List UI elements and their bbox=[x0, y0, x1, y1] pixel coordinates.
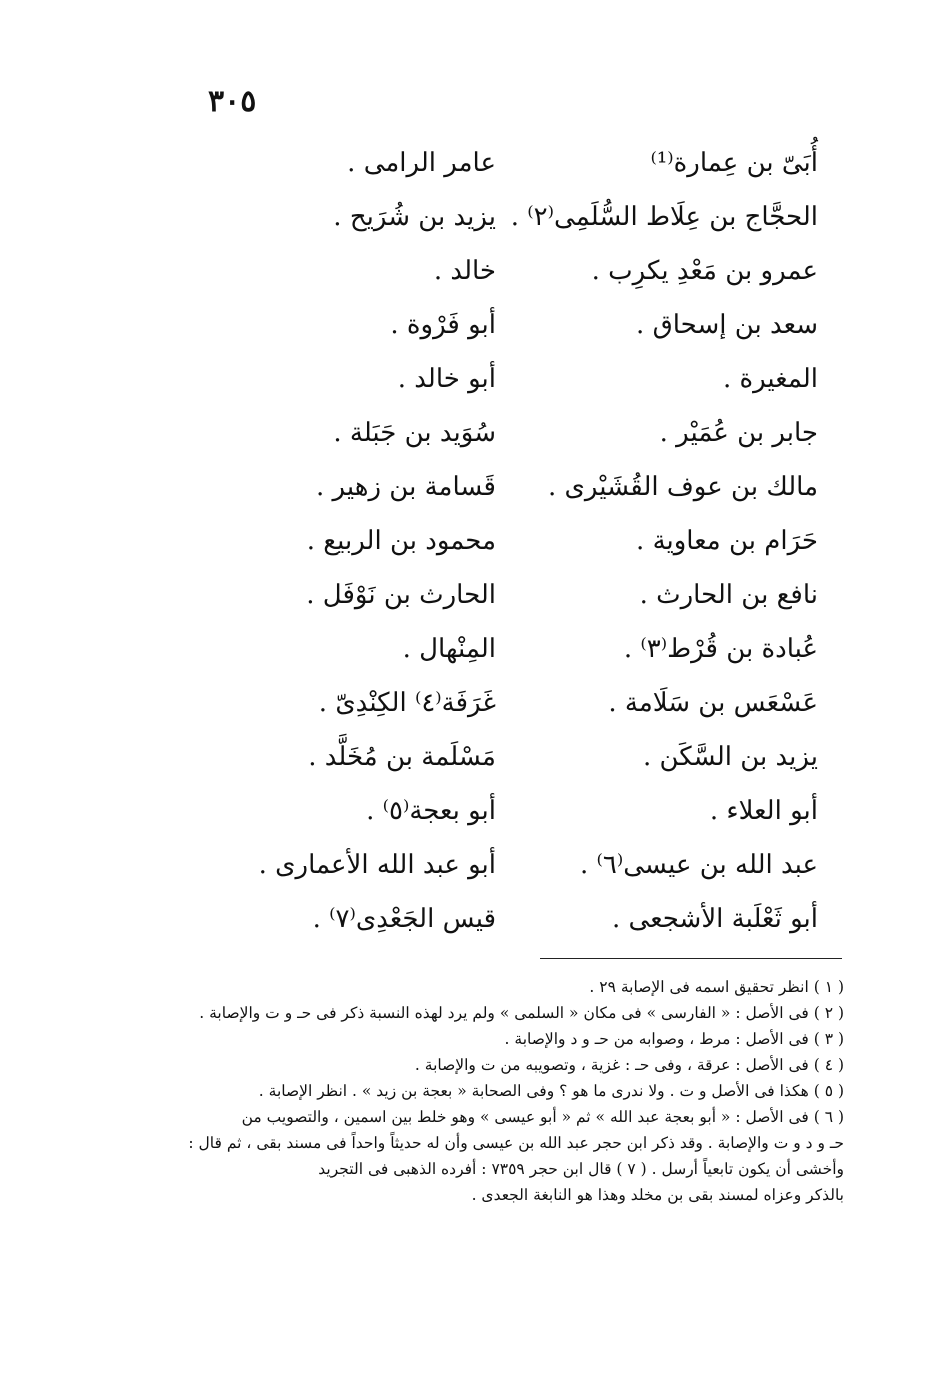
footnote-line: ( ٣ ) فى الأصل : مرط ، وصوابه من حـ و د والإصابة . bbox=[504, 1030, 844, 1048]
name-row bbox=[0, 904, 938, 958]
name-row bbox=[0, 634, 938, 688]
name-right: مالك بن عوف القُشَيْرى . bbox=[548, 472, 818, 502]
name-right: عمرو بن مَعْدِ يكرِب . bbox=[591, 256, 818, 286]
name-right: عبد الله بن عيسى⁽٦⁾ . bbox=[579, 850, 818, 880]
name-left: أبو خالد . bbox=[397, 364, 496, 394]
name-left: المِنْهال . bbox=[402, 634, 496, 664]
name-row bbox=[0, 688, 938, 742]
footnote-line: حـ و د و ت والإصابة . وقد ذكر ابن حجر عبد الله بن عيسى وأن له حديثاً واحداً فى مسند بقى ، ثم قال : bbox=[188, 1134, 844, 1152]
footnote-line: ( ٢ ) فى الأصل : « الفارسى » فى مكان « السلمى » ولم يرد لهذه النسبة ذكر فى حـ و ت والإصابة . bbox=[199, 1004, 844, 1022]
name-row bbox=[0, 256, 938, 310]
footnote-separator bbox=[540, 958, 842, 959]
name-left: الحارث بن نَوْفَل . bbox=[306, 580, 496, 610]
name-row bbox=[0, 364, 938, 418]
name-left: خالد . bbox=[433, 256, 496, 286]
name-right: المغيرة . bbox=[722, 364, 818, 394]
footnotes bbox=[164, 974, 844, 1208]
name-row bbox=[0, 148, 938, 202]
name-left: مَسْلَمة بن مُخَلَّد . bbox=[308, 742, 496, 772]
name-left: أبو فَرْوة . bbox=[390, 310, 496, 340]
name-row bbox=[0, 580, 938, 634]
name-right: أبو العلاء . bbox=[709, 796, 818, 826]
name-left: أبو بعجة⁽٥⁾ . bbox=[366, 796, 496, 826]
name-left: يزيد بن شُرَيح . bbox=[333, 202, 496, 232]
footnote-line: وأخشى أن يكون تابعياً أرسل . ( ٧ ) قال ابن حجر ٧٣٥٩ : أفرده الذهبى فى التجريد bbox=[318, 1160, 844, 1178]
name-left: أبو عبد الله الأعمارى . bbox=[258, 850, 496, 880]
name-row bbox=[0, 310, 938, 364]
name-right: سعد بن إسحاق . bbox=[636, 310, 818, 340]
footnote-line: ( ٤ ) فى الأصل : عرقة ، وفى حـ : غزية ، وتصويبه من ت والإصابة . bbox=[414, 1056, 844, 1074]
name-right: حَرَام بن معاوية . bbox=[636, 526, 818, 556]
name-right: أبو ثَعْلَبة الأشجعى . bbox=[612, 904, 818, 934]
name-right: جابر بن عُمَيْر . bbox=[659, 418, 818, 448]
name-left: عامر الرامى . bbox=[347, 148, 496, 178]
name-right: أُبَىّ بن عِمارة⁽¹⁾ bbox=[650, 148, 818, 178]
name-left: غَرَفَة⁽٤⁾ الكِنْدِىّ . bbox=[318, 688, 496, 718]
name-row bbox=[0, 526, 938, 580]
name-row bbox=[0, 202, 938, 256]
name-left: سُوَيد بن جَبَلة . bbox=[333, 418, 496, 448]
name-left: قَسامة بن زهير . bbox=[316, 472, 496, 502]
footnote-line: بالذكر وعزاه لمسند بقى بن مخلد وهذا هو النابغة الجعدى . bbox=[471, 1186, 844, 1204]
footnote-line: ( ١ ) انظر تحقيق اسمه فى الإصابة ٢٩ . bbox=[589, 978, 844, 996]
name-right: عُبادة بن قُرْط⁽٣⁾ . bbox=[623, 634, 818, 664]
page-number: ٣٠٥ bbox=[208, 84, 257, 119]
name-row bbox=[0, 742, 938, 796]
footnote-line: ( ٥ ) هكذا فى الأصل و ت . ولا ندرى ما هو ؟ وفى الصحابة « بعجة بن زيد » . انظر الإصابة . bbox=[258, 1082, 844, 1100]
name-row bbox=[0, 796, 938, 850]
name-left: محمود بن الربيع . bbox=[306, 526, 496, 556]
name-row bbox=[0, 418, 938, 472]
name-row bbox=[0, 472, 938, 526]
name-right: الحجَّاج بن عِلَاط السُّلَمِى⁽٢⁾ . bbox=[510, 202, 818, 232]
name-right: يزيد بن السَّكَن . bbox=[642, 742, 818, 772]
names-list bbox=[0, 148, 938, 958]
footnote-line: ( ٦ ) فى الأصل : « أبو بعجة عبد الله » ثم « أبو عيسى » وهو خلط بين اسمين ، والتصويب من bbox=[241, 1108, 844, 1126]
name-left: قيس الجَعْدِى⁽٧⁾ . bbox=[312, 904, 496, 934]
name-right: نافع بن الحارث . bbox=[639, 580, 818, 610]
name-right: عَسْعَس بن سَلَامة . bbox=[608, 688, 818, 718]
name-row bbox=[0, 850, 938, 904]
